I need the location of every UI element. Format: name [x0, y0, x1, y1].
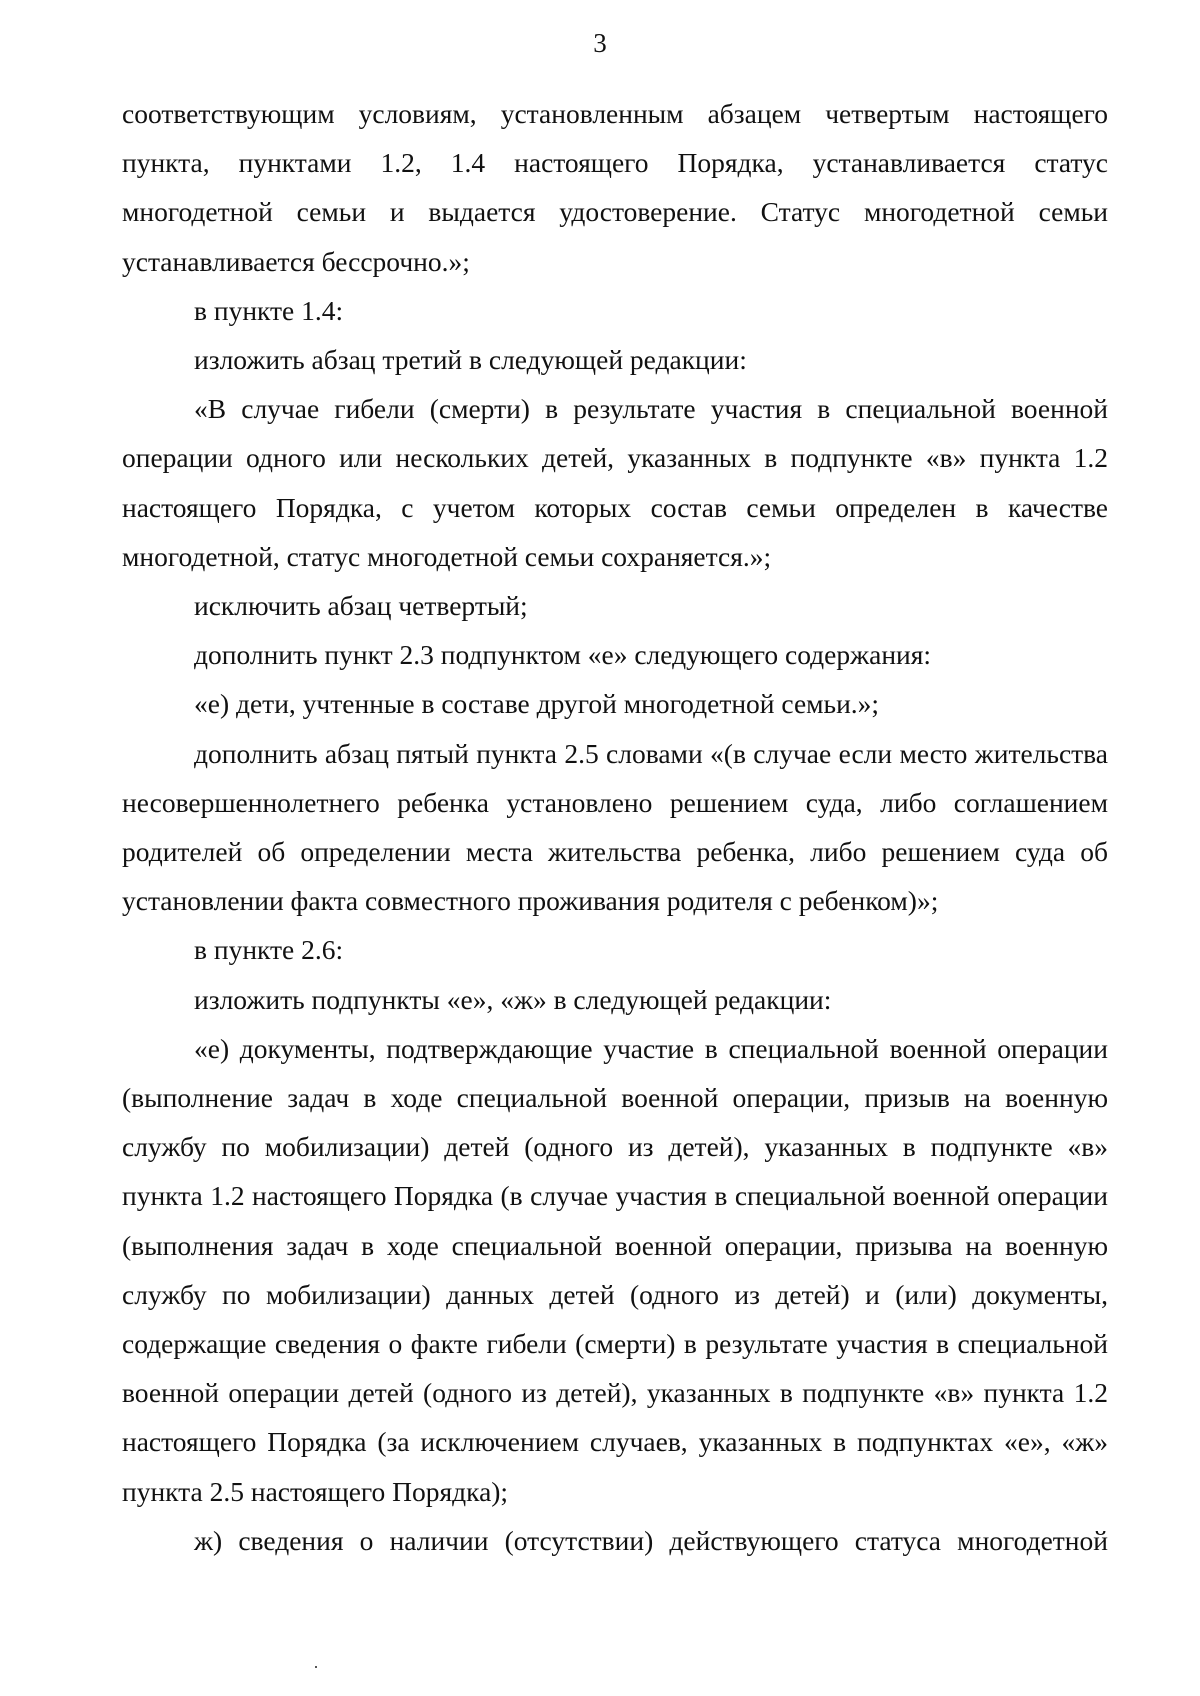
paragraph-point-2-6-heading: в пункте 2.6: — [194, 934, 344, 966]
page-number: 3 — [593, 28, 607, 58]
paragraph-subpoint-zh: ж) сведения о наличии (отсутствии) действующего статуса многодетной — [194, 1524, 1108, 1556]
document-body — [122, 89, 1108, 1565]
paragraph-point-2-5-addition: дополнить абзац пятый пункта 2.5 словами «(в случае если место жительства несовершеннолетнего ребенка установлено решением суда, либо соглашением родителей об определении места жительства ребенка, либо решением суда об установлении факта совместного проживания родителя с ребенком)»; — [122, 737, 1108, 917]
paragraph-point-1-4-heading: в пункте 1.4: — [194, 294, 344, 326]
paragraph-exclude-fourth: исключить абзац четвертый; — [194, 590, 528, 622]
paragraph-death-clause: «В случае гибели (смерти) в результате участия в специальной военной операции одного или нескольких детей, указанных в подпункте «в» пункта 1.2 настоящего Порядка, с учетом которых состав семьи определен в качестве многодетной, статус многодетной семьи сохраняется.»; — [122, 393, 1108, 572]
scan-speck — [315, 1666, 317, 1668]
paragraph-restate-subpoints: изложить подпункты «е», «ж» в следующей редакции: — [194, 983, 832, 1015]
paragraph-continuation: соответствующим условиям, установленным абзацем четвертым настоящего пункта, пунктами 1.2, 1.4 настоящего Порядка, устанавливается статус многодетной семьи и выдается удостоверение. Статус многодетной семьи устанавливается бессрочно.»; — [122, 98, 1108, 277]
paragraph-restate-third: изложить абзац третий в следующей редакции: — [194, 344, 747, 376]
paragraph-subpoint-e-text: «е) дети, учтенные в составе другой многодетной семьи.»; — [194, 688, 880, 720]
paragraph-add-subpoint-e: дополнить пункт 2.3 подпунктом «е» следующего содержания: — [194, 639, 932, 671]
paragraph-subpoint-e-documents: «е) документы, подтверждающие участие в специальной военной операции (выполнение задач в ходе специальной военной операции, призыв на военную службу по мобилизации) детей (одного из детей), указанных в подпункте «в» пункта 1.2 настоящего Порядка (в случае участия в специальной военной операции (выполнения задач в ходе специальной военной операции, призыва на военную службу по мобилизации) данных детей (одного из детей) и (или) документы, содержащие сведения о факте гибели (смерти) в результате участия в специальной военной операции детей (одного из детей), указанных в подпункте «в» пункта 1.2 настоящего Порядка (за исключением случаев, указанных в подпунктах «е», «ж» пункта 2.5 настоящего Порядка); — [122, 1032, 1108, 1507]
